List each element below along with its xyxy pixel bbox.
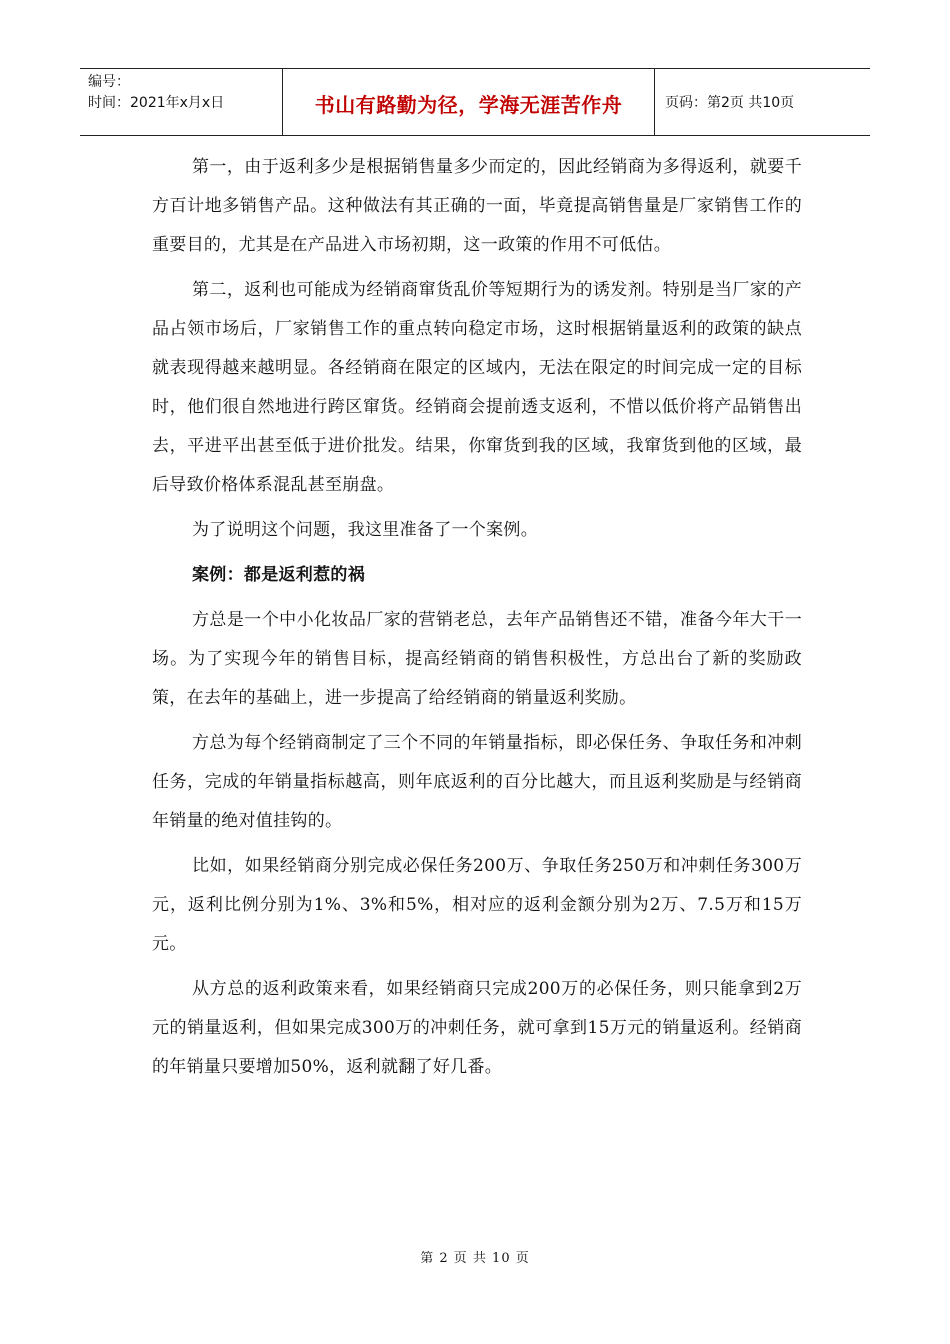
document-number-label: 编号：	[88, 74, 130, 90]
header-meta	[80, 69, 283, 135]
paragraph-sales-targets: 方总为每个经销商制定了三个不同的年销量指标，即必保任务、争取任务和冲刺任务，完成的年销量指标越高，则年底返利的百分比越大，而且返利奖励是与经销商年销量的绝对值挂钩的。	[152, 733, 802, 831]
case-title: 案例：都是返利惹的祸	[192, 565, 365, 585]
paragraph-second-point: 第二，返利也可能成为经销商窜货乱价等短期行为的诱发剂。特别是当厂家的产品占领市场后，厂家销售工作的重点转向稳定市场，这时根据销量返利的政策的缺点就表现得越来越明显。各经销商在限定的区域内，无法在限定的时间完成一定的目标时，他们很自然地进行跨区窜货。经销商会提前透支返利，不惜以低价将产品销售出去，平进平出甚至低于进价批发。结果，你窜货到我的区域，我窜货到他的区域，最后导致价格体系混乱甚至崩盘。	[152, 280, 802, 495]
page-footer: 第 2 页 共 10 页	[420, 1251, 530, 1266]
paragraph-case-intro: 为了说明这个问题，我这里准备了一个案例。	[192, 520, 538, 540]
document-time-label: 时间：2021年x月x日	[88, 95, 225, 111]
paragraph-example: 比如，如果经销商分别完成必保任务200万、争取任务250万和冲刺任务300万元，返利比例分别为1%、3%和5%，相对应的返利金额分别为2万、7.5万和15万元。	[152, 856, 802, 954]
header-motto: 书山有路勤为径，学海无涯苦作舟	[314, 92, 623, 117]
page-header	[80, 68, 870, 136]
case-heading	[152, 556, 802, 595]
document-body	[152, 148, 802, 1087]
paragraph-case-background: 方总是一个中小化妆品厂家的营销老总，去年产品销售还不错，准备今年大干一场。为了实现今年的销售目标，提高经销商的销售积极性，方总出台了新的奖励政策，在去年的基础上，进一步提高了给经销商的销量返利奖励。	[152, 610, 802, 708]
paragraph-analysis: 从方总的返利政策来看，如果经销商只完成200万的必保任务，则只能拿到2万元的销量返利，但如果完成300万的冲刺任务，就可拿到15万元的销量返利。经销商的年销量只要增加50%，返利就翻了好几番。	[152, 979, 802, 1077]
paragraph-first-point: 第一，由于返利多少是根据销售量多少而定的，因此经销商为多得返利，就要千方百计地多销售产品。这种做法有其正确的一面，毕竟提高销售量是厂家销售工作的重要目的，尤其是在产品进入市场初期，这一政策的作用不可低估。	[152, 157, 802, 255]
header-motto-cell	[283, 69, 655, 135]
header-page-info: 页码：第2页 共10页	[665, 95, 795, 111]
